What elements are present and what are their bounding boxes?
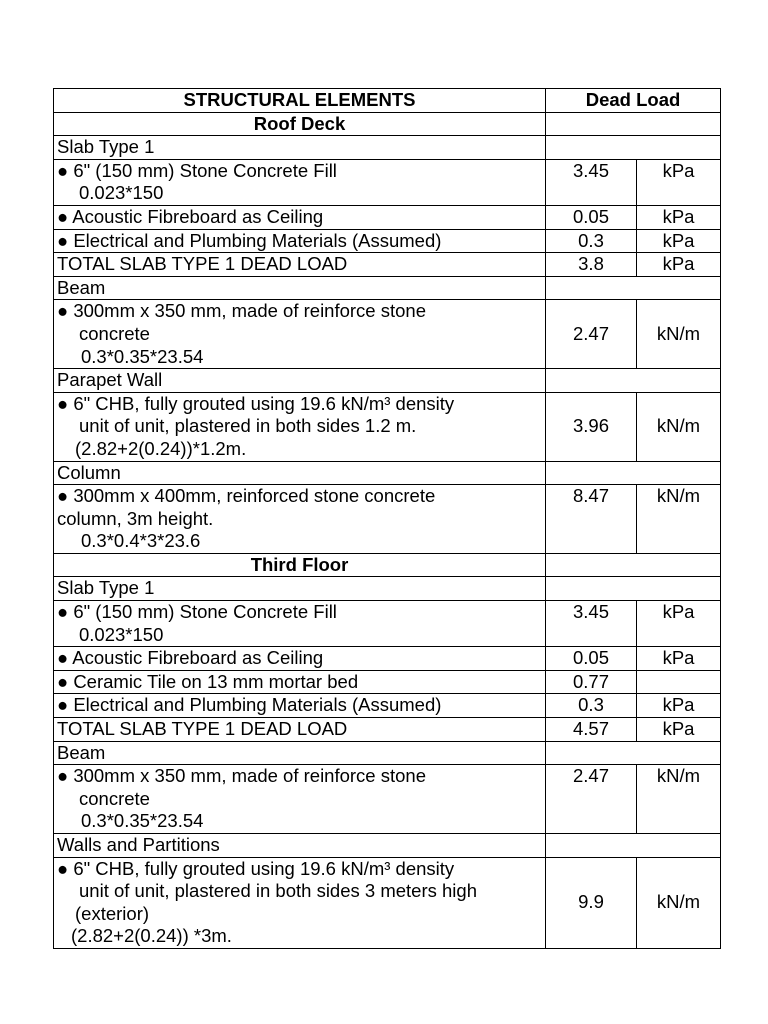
item-line: 0.023*150 — [79, 623, 164, 645]
section-title-roof-deck: Roof Deck — [54, 112, 546, 136]
item-value: 9.9 — [546, 857, 637, 948]
section-row-roof-deck — [54, 112, 721, 136]
item-description — [54, 392, 546, 461]
item-line: 0.3*0.35*23.54 — [81, 810, 204, 832]
table-row — [54, 159, 721, 205]
item-value: 0.05 — [546, 647, 637, 671]
table-row — [54, 694, 721, 718]
item-description — [54, 485, 546, 554]
group-row-roof-beam — [54, 276, 721, 300]
item-description: ● Acoustic Fibreboard as Ceiling — [54, 647, 546, 671]
item-line: concrete — [79, 787, 150, 809]
item-unit: kN/m — [637, 857, 721, 948]
item-line: ● 300mm x 400mm, reinforced stone concrete — [57, 485, 436, 507]
item-value: 0.05 — [546, 205, 637, 229]
table-row — [54, 229, 721, 253]
item-description — [54, 159, 546, 205]
group-row-column — [54, 461, 721, 485]
empty-cell — [546, 577, 721, 601]
item-line: (2.82+2(0.24))*1.2m. — [75, 437, 247, 459]
item-unit: kPa — [637, 647, 721, 671]
table-row — [54, 300, 721, 369]
item-line: ● 6" CHB, fully grouted using 19.6 kN/m³ density — [57, 857, 455, 879]
item-description: ● Electrical and Plumbing Materials (Assumed) — [54, 694, 546, 718]
table-row — [54, 647, 721, 671]
dead-load-table — [53, 88, 721, 949]
item-value: 0.77 — [546, 670, 637, 694]
section-row-third-floor — [54, 553, 721, 577]
group-row-roof-slab — [54, 136, 721, 160]
header-structural-elements: STRUCTURAL ELEMENTS — [54, 89, 546, 113]
total-unit: kPa — [637, 718, 721, 742]
group-row-third-beam — [54, 741, 721, 765]
item-unit: kPa — [637, 205, 721, 229]
table-row — [54, 205, 721, 229]
empty-cell — [546, 369, 721, 393]
table-row — [54, 485, 721, 554]
item-value: 3.96 — [546, 392, 637, 461]
item-unit: kPa — [637, 601, 721, 647]
item-value: 2.47 — [546, 300, 637, 369]
group-row-walls-partitions — [54, 834, 721, 858]
item-description — [54, 857, 546, 948]
total-label: TOTAL SLAB TYPE 1 DEAD LOAD — [54, 718, 546, 742]
empty-cell — [546, 112, 721, 136]
table-header-row — [54, 89, 721, 113]
total-value: 3.8 — [546, 253, 637, 277]
item-line: ● 300mm x 350 mm, made of reinforce stone — [57, 300, 426, 322]
item-description — [54, 601, 546, 647]
group-title-roof-slab: Slab Type 1 — [54, 136, 546, 160]
item-unit: kN/m — [637, 300, 721, 369]
item-line: unit of unit, plastered in both sides 3 meters high — [79, 880, 477, 902]
table-row — [54, 392, 721, 461]
group-title-parapet-wall: Parapet Wall — [54, 369, 546, 393]
group-row-third-slab — [54, 577, 721, 601]
item-unit: kPa — [637, 694, 721, 718]
item-line: 0.023*150 — [79, 182, 164, 204]
total-row — [54, 253, 721, 277]
item-line: ● 6" (150 mm) Stone Concrete Fill — [57, 159, 337, 181]
item-description: ● Electrical and Plumbing Materials (Assumed) — [54, 229, 546, 253]
empty-cell — [546, 741, 721, 765]
total-value: 4.57 — [546, 718, 637, 742]
item-value: 2.47 — [546, 765, 637, 834]
item-unit: kPa — [637, 159, 721, 205]
item-description: ● Ceramic Tile on 13 mm mortar bed — [54, 670, 546, 694]
group-title-column: Column — [54, 461, 546, 485]
total-label: TOTAL SLAB TYPE 1 DEAD LOAD — [54, 253, 546, 277]
table-row — [54, 601, 721, 647]
item-description — [54, 765, 546, 834]
group-title-third-beam: Beam — [54, 741, 546, 765]
item-line: 0.3*0.35*23.54 — [81, 345, 204, 367]
empty-cell — [546, 136, 721, 160]
item-line: column, 3m height. — [57, 507, 214, 529]
item-line: unit of unit, plastered in both sides 1.2 m. — [79, 415, 417, 437]
item-line: ● 300mm x 350 mm, made of reinforce stone — [57, 765, 426, 787]
item-line: 0.3*0.4*3*23.6 — [81, 530, 201, 552]
item-line: ● 6" (150 mm) Stone Concrete Fill — [57, 601, 337, 623]
item-unit: kN/m — [637, 485, 721, 554]
item-line: (2.82+2(0.24)) *3m. — [71, 925, 232, 947]
table-row — [54, 765, 721, 834]
item-line: concrete — [79, 322, 150, 344]
item-unit: kPa — [637, 229, 721, 253]
empty-cell — [546, 834, 721, 858]
group-title-third-slab: Slab Type 1 — [54, 577, 546, 601]
item-description: ● Acoustic Fibreboard as Ceiling — [54, 205, 546, 229]
empty-cell — [546, 461, 721, 485]
item-description — [54, 300, 546, 369]
item-unit — [637, 670, 721, 694]
item-value: 3.45 — [546, 601, 637, 647]
group-row-parapet-wall — [54, 369, 721, 393]
table-row — [54, 670, 721, 694]
item-unit: kN/m — [637, 765, 721, 834]
group-title-walls-partitions: Walls and Partitions — [54, 834, 546, 858]
group-title-roof-beam: Beam — [54, 276, 546, 300]
item-unit: kN/m — [637, 392, 721, 461]
section-title-third-floor: Third Floor — [54, 553, 546, 577]
total-row — [54, 718, 721, 742]
item-value: 0.3 — [546, 229, 637, 253]
item-line: ● 6" CHB, fully grouted using 19.6 kN/m³ density — [57, 392, 455, 414]
item-value: 8.47 — [546, 485, 637, 554]
item-line: (exterior) — [75, 902, 150, 924]
item-value: 0.3 — [546, 694, 637, 718]
empty-cell — [546, 276, 721, 300]
item-value: 3.45 — [546, 159, 637, 205]
total-unit: kPa — [637, 253, 721, 277]
table-row — [54, 857, 721, 948]
header-dead-load: Dead Load — [546, 89, 721, 113]
empty-cell — [546, 553, 721, 577]
